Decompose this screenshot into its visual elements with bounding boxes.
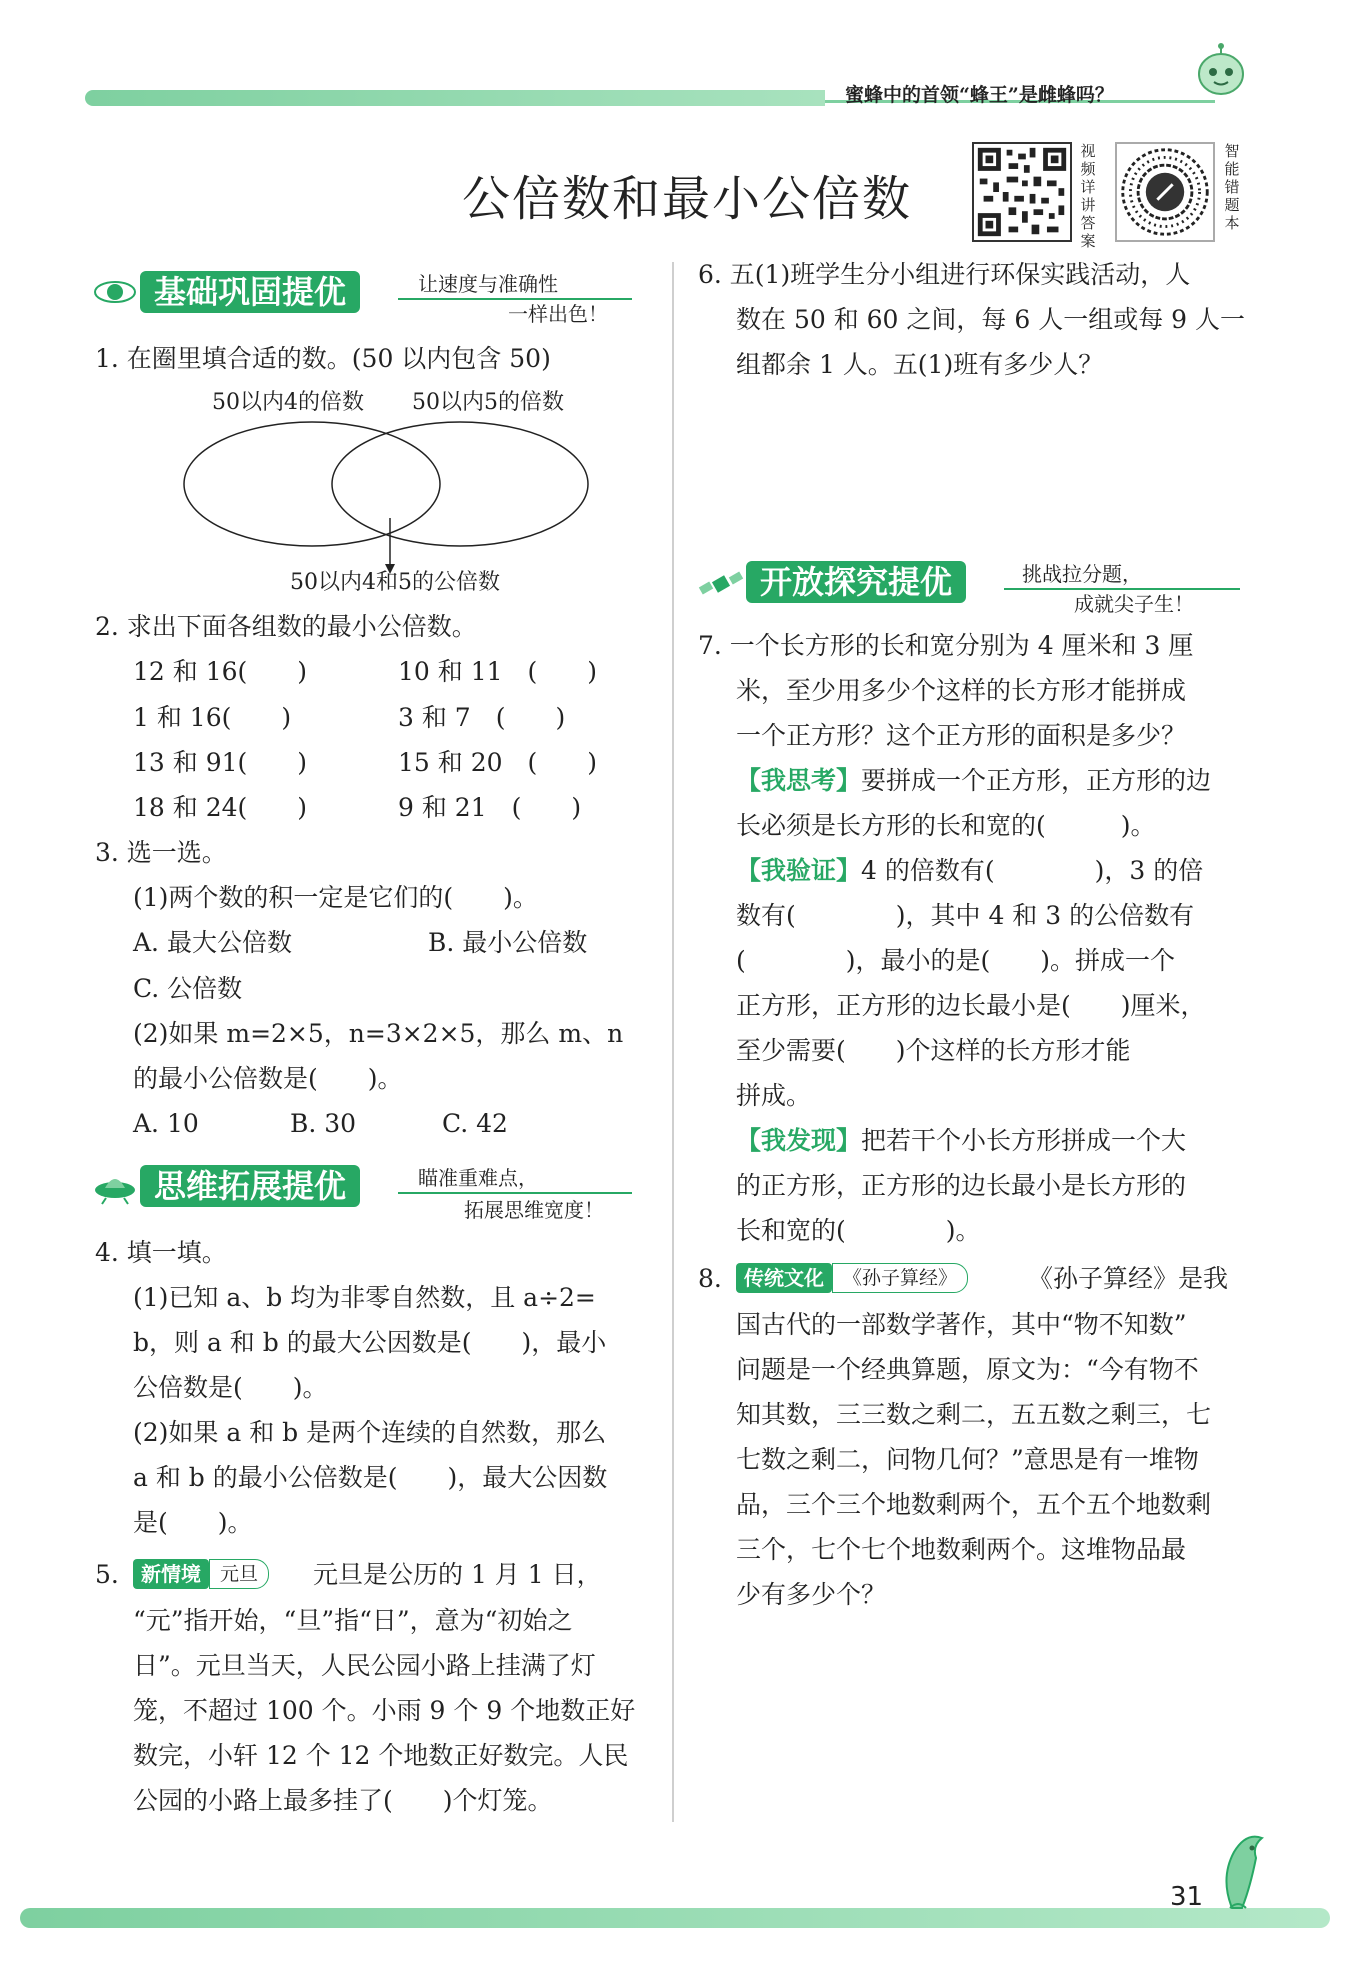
venn-left-label: 50以内4的倍数 — [212, 390, 364, 415]
q2-item[interactable]: 15 和 20 ( ) — [398, 748, 598, 777]
q7-think-line: 要拼成一个正方形，正方形的边 — [861, 766, 1212, 795]
q4-line: (2)如果 a 和 b 是两个连续的自然数，那么 — [133, 1418, 607, 1447]
page-number: 31 — [1170, 1882, 1204, 1912]
traditional-culture-tag: 传统文化 — [736, 1263, 832, 1293]
question-1-text: 1. 在圈里填合适的数。(50 以内包含 50) — [95, 344, 551, 373]
question-7-line: 一个正方形？这个正方形的面积是多少？ — [736, 721, 1187, 750]
q4-line[interactable]: b，则 a 和 b 的最大公因数是( )，最小 — [133, 1328, 607, 1357]
column-divider — [672, 262, 674, 1822]
question-6-line: 6. 五(1)班学生分小组进行环保实践活动，人 — [698, 260, 1191, 289]
question-6-line: 组都余 1 人。五(1)班有多少人？ — [736, 350, 1104, 379]
sunzi-suanjing-tag: 《孙子算经》 — [832, 1263, 968, 1293]
new-year-tag: 元旦 — [209, 1559, 269, 1589]
new-context-tag: 新情境 — [133, 1559, 209, 1589]
q4-line[interactable]: a 和 b 的最小公倍数是( )，最大公因数 — [133, 1463, 608, 1492]
page-title: 公倍数和最小公倍数 — [462, 171, 913, 227]
i-verify-tag: 【我验证】 — [736, 856, 862, 885]
q8-line: 问题是一个经典算题，原文为：“今有物不 — [736, 1355, 1199, 1384]
section-title-extension: 思维拓展提优 — [140, 1165, 360, 1207]
qr-mistake-book-label: 智能错题本 — [1224, 142, 1240, 232]
q7-verify-line[interactable]: 4 的倍数有( )，3 的倍 — [861, 856, 1204, 885]
q3-option[interactable]: A. 10 — [133, 1109, 199, 1138]
section-slogan-basic-2: 一样出色！ — [508, 302, 608, 326]
q8-answer-area[interactable] — [698, 1625, 1258, 1825]
q7-verify-line[interactable]: ( )，最小的是( )。拼成一个 — [736, 946, 1176, 975]
dolphin-icon — [1212, 1828, 1278, 1914]
q8-line: 三个，七个七个地数剩两个。这堆物品最 — [736, 1535, 1187, 1564]
q3-option[interactable]: B. 最小公倍数 — [428, 928, 588, 957]
qr-code-video-icon[interactable] — [972, 142, 1072, 242]
q8-line: 品，三个三个地数剩两个，五个五个地数剩 — [736, 1490, 1212, 1519]
venn-right-circle — [332, 422, 588, 546]
q4-line: (1)已知 a、b 均为非零自然数，且 a÷2= — [133, 1283, 596, 1312]
q8-line: 少有多少个？ — [736, 1580, 887, 1609]
question-3-text: 3. 选一选。 — [95, 838, 227, 867]
q5-line: “元”指开始，“旦”指“日”，意为“初始之 — [133, 1606, 573, 1635]
section-title-basic: 基础巩固提优 — [140, 271, 360, 313]
q7-verify-line[interactable]: 至少需要( )个这样的长方形才能 — [736, 1036, 1131, 1065]
footer-band — [20, 1908, 1330, 1928]
q7-verify-line: 拼成。 — [736, 1081, 812, 1110]
q3-option[interactable]: A. 最大公倍数 — [133, 928, 292, 957]
q7-discover-line: 的正方形，正方形的边长最小是长方形的 — [736, 1171, 1187, 1200]
header-band — [85, 90, 825, 106]
q5-line: 日”。元旦当天，人民公园小路上挂满了灯 — [133, 1651, 596, 1680]
section-slogan-explore-1: 挑战拉分题， — [1022, 562, 1142, 586]
q3-option[interactable]: C. 公倍数 — [133, 974, 243, 1003]
qr-video-label: 视频详讲答案 — [1080, 142, 1096, 250]
section-slogan-line — [398, 1192, 632, 1194]
q2-item[interactable]: 12 和 16( ) — [133, 657, 308, 686]
q7-verify-line[interactable]: 数有( )，其中 4 和 3 的公倍数有 — [736, 901, 1195, 930]
q2-item[interactable]: 18 和 24( ) — [133, 793, 308, 822]
q3-part1[interactable]: (1)两个数的积一定是它们的( )。 — [133, 883, 538, 912]
q3-option[interactable]: C. 42 — [442, 1109, 508, 1138]
ufo-icon — [92, 1166, 138, 1206]
section-slogan-extension-1: 瞄准重难点， — [418, 1166, 538, 1190]
question-4-text: 4. 填一填。 — [95, 1238, 227, 1267]
q2-item[interactable]: 13 和 91( ) — [133, 748, 308, 777]
q4-line[interactable]: 是( )。 — [133, 1508, 253, 1537]
section-title-explore: 开放探究提优 — [746, 561, 966, 603]
q7-discover-line[interactable]: 长和宽的( )。 — [736, 1216, 981, 1245]
q4-line[interactable]: 公倍数是( )。 — [133, 1373, 328, 1402]
section-slogan-extension-2: 拓展思维宽度！ — [464, 1198, 604, 1222]
q6-answer-area[interactable] — [698, 390, 1258, 550]
question-8-number: 8. — [698, 1264, 722, 1293]
q5-line[interactable]: 公园的小路上最多挂了( )个灯笼。 — [133, 1786, 553, 1815]
q7-discover-line: 把若干个小长方形拼成一个大 — [861, 1126, 1187, 1155]
q5-line: 笼，不超过 100 个。小雨 9 个 9 个地数正好 — [133, 1696, 636, 1725]
q2-item[interactable]: 10 和 11 ( ) — [398, 657, 598, 686]
q7-verify-line[interactable]: 正方形，正方形的边长最小是( )厘米， — [736, 991, 1206, 1020]
q8-line: 知其数，三三数之剩二，五五数之剩三，七 — [736, 1400, 1212, 1429]
q8-line: 七数之剩二，问物几何？”意思是有一堆物 — [736, 1445, 1199, 1474]
question-7-line: 米，至少用多少个这样的长方形才能拼成 — [736, 676, 1187, 705]
trivia-question: 蜜蜂中的首领“蜂王”是雌蜂吗？ — [845, 84, 1114, 106]
q2-item[interactable]: 3 和 7 ( ) — [398, 703, 566, 732]
question-6-line: 数在 50 和 60 之间，每 6 人一组或每 9 人一 — [736, 305, 1246, 334]
satellite-icon — [698, 564, 744, 604]
q3-part2-line2[interactable]: 的最小公倍数是( )。 — [133, 1064, 403, 1093]
i-discover-tag: 【我发现】 — [736, 1126, 862, 1155]
orbit-icon — [92, 272, 138, 312]
question-7-line: 7. 一个长方形的长和宽分别为 4 厘米和 3 厘 — [698, 631, 1194, 660]
q3-option[interactable]: B. 30 — [290, 1109, 357, 1138]
i-think-tag: 【我思考】 — [736, 766, 862, 795]
venn-left-circle — [184, 422, 440, 546]
q5-line: 数完，小轩 12 个 12 个地数正好数完。人民 — [133, 1741, 629, 1770]
q5-line: 元旦是公历的 1 月 1 日， — [313, 1560, 602, 1589]
q2-item[interactable]: 9 和 21 ( ) — [398, 793, 582, 822]
q8-line: 《孙子算经》是我 — [1028, 1264, 1229, 1293]
q3-part2-line1: (2)如果 m=2×5，n=3×2×5，那么 m、n — [133, 1019, 624, 1048]
q8-line: 国古代的一部数学著作，其中“物不知数” — [736, 1310, 1187, 1339]
question-2-text: 2. 求出下面各组数的最小公倍数。 — [95, 612, 477, 641]
venn-diagram — [180, 418, 600, 578]
question-5-number: 5. — [95, 1560, 119, 1589]
robot-mascot-icon — [1192, 42, 1250, 106]
venn-bottom-label: 50以内4和5的公倍数 — [290, 570, 500, 595]
q7-think-line[interactable]: 长必须是长方形的长和宽的( )。 — [736, 811, 1156, 840]
section-slogan-explore-2: 成就尖子生！ — [1074, 592, 1194, 616]
qr-code-mistake-book-icon[interactable] — [1115, 142, 1215, 242]
section-slogan-basic-1: 让速度与准确性 — [418, 272, 558, 296]
venn-right-label: 50以内5的倍数 — [412, 390, 564, 415]
q2-item[interactable]: 1 和 16( ) — [133, 703, 292, 732]
